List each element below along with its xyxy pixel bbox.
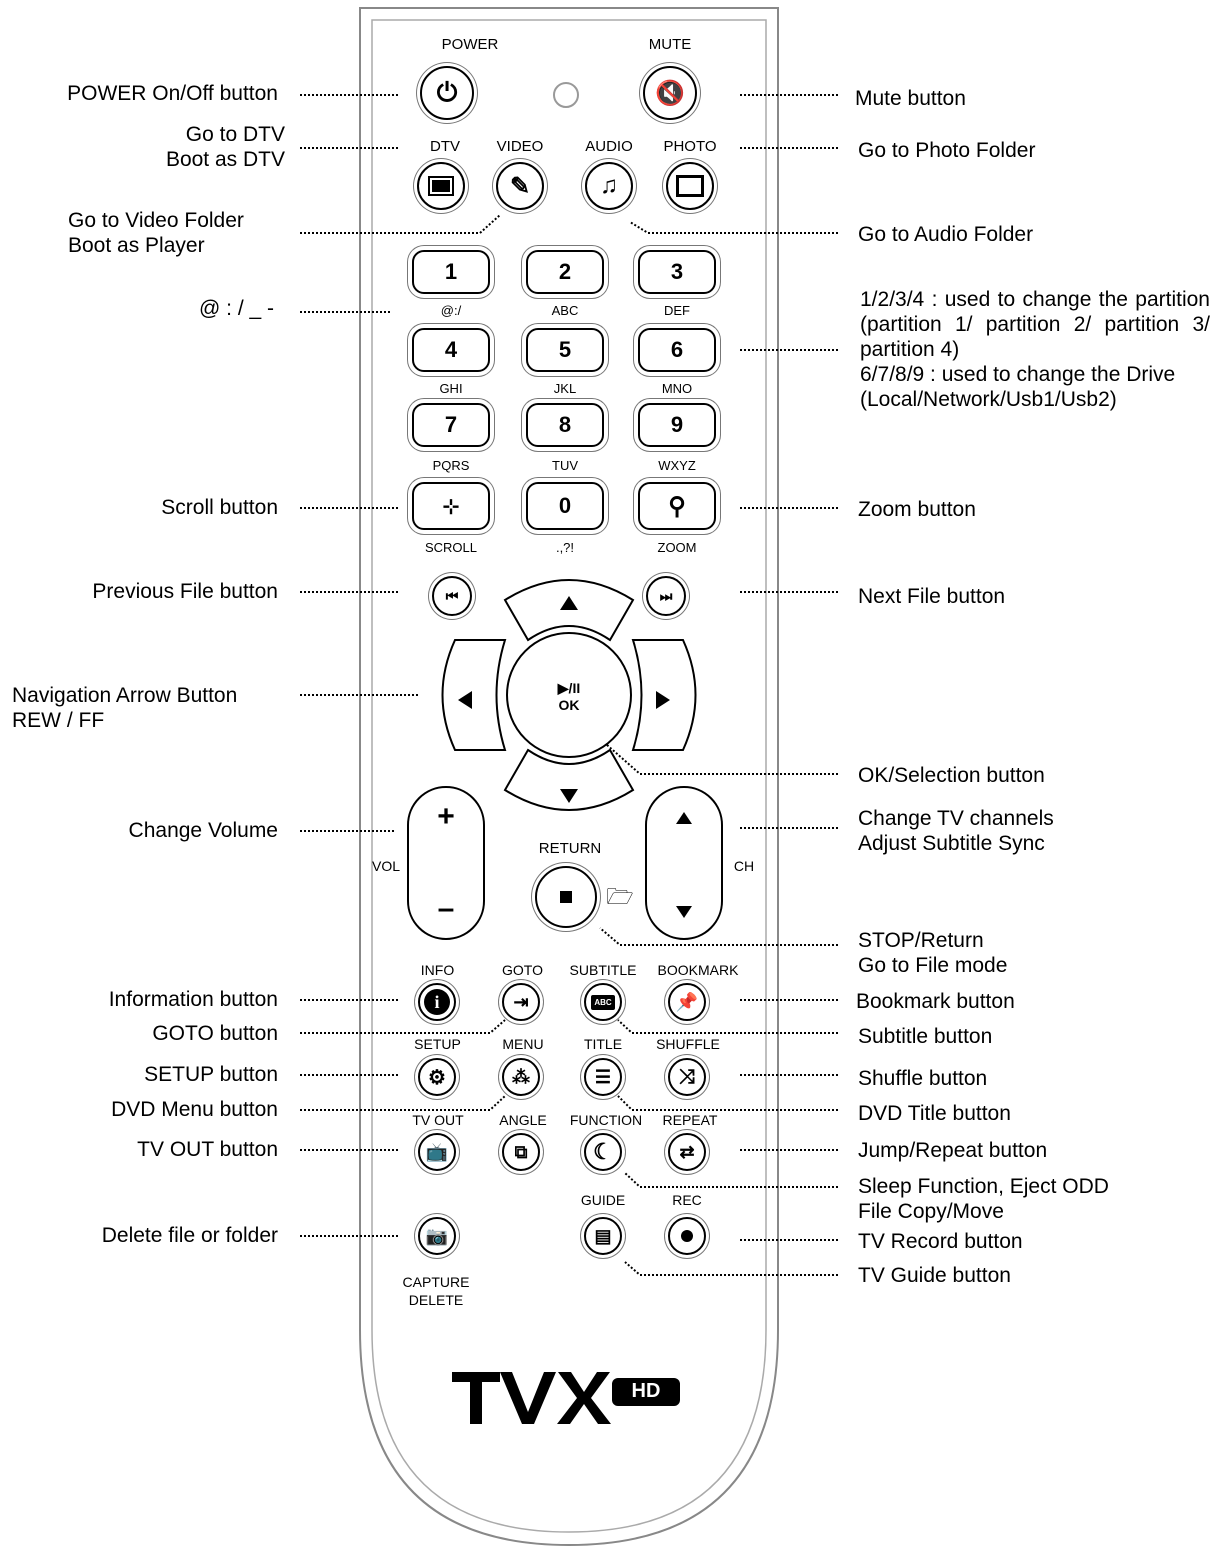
key-6-sub: MNO: [661, 381, 693, 396]
annot-dvdtitle: DVD Title button: [858, 1102, 1011, 1125]
stop-return-button[interactable]: [535, 866, 597, 928]
bookmark-button[interactable]: [668, 983, 706, 1021]
power-button[interactable]: ⏻: [420, 66, 474, 120]
key-6-label: 6: [670, 337, 684, 362]
annot-delete: Delete file or folder: [101, 1224, 278, 1247]
key-2-label: 2: [558, 259, 572, 284]
info-icon: i: [424, 989, 450, 1015]
indicator-led: [554, 83, 578, 107]
annot-nav-line2: REW / FF: [12, 709, 105, 732]
info-button[interactable]: [418, 983, 456, 1021]
annot-sleep: [858, 1174, 1109, 1224]
next-file-button[interactable]: [646, 576, 686, 616]
repeat-icon: ⇄: [679, 1141, 695, 1162]
delete-label: DELETE: [408, 1292, 464, 1308]
audio-label: AUDIO: [585, 138, 633, 155]
dtv-button[interactable]: [417, 162, 465, 210]
zoom-button[interactable]: [638, 482, 716, 530]
annot-zoom: Zoom button: [858, 498, 976, 521]
magic-wand-icon: ⁂: [512, 1066, 530, 1087]
skip-back-icon: ⏮: [445, 587, 459, 604]
skip-forward-icon: ⏭: [659, 587, 673, 604]
brand-badge: HD: [631, 1380, 661, 1402]
subtitle-button[interactable]: [584, 983, 622, 1021]
annot-shuffle: Shuffle button: [858, 1067, 988, 1090]
key-0-sub: .,?!: [555, 540, 575, 555]
annot-drive-list: (Local/Network/Usb1/Usb2): [860, 388, 1117, 411]
function-button[interactable]: [584, 1133, 622, 1171]
key-3[interactable]: [638, 250, 716, 294]
gear-icon: ⚙: [428, 1066, 446, 1089]
annot-nav: [12, 683, 237, 733]
annot-stop-line2: Go to File mode: [858, 954, 1008, 977]
ok-label: OK: [558, 696, 580, 713]
vol-minus[interactable]: –: [437, 892, 455, 925]
key-7[interactable]: [412, 403, 490, 447]
annot-ch-line1: Change TV channels: [858, 807, 1054, 830]
camera-icon: 📷: [425, 1225, 449, 1246]
guide-icon: ▤: [594, 1225, 612, 1246]
mute-button[interactable]: 🔇: [643, 66, 697, 120]
annot-prev: Previous File button: [92, 580, 278, 603]
video-button[interactable]: [496, 162, 544, 210]
annot-mute: Mute button: [855, 87, 966, 110]
annot-partition: [860, 287, 1210, 412]
key-8-label: 8: [558, 412, 572, 437]
subtitle-icon: ABC: [591, 995, 614, 1010]
annot-nav-line1: Navigation Arrow Button: [12, 684, 238, 707]
bookmark-label: BOOKMARK: [657, 962, 739, 978]
guide-button[interactable]: [584, 1217, 622, 1255]
power-label: POWER: [441, 36, 499, 53]
guide-label: GUIDE: [580, 1192, 626, 1208]
annot-scroll: Scroll button: [161, 496, 278, 519]
dtv-label: DTV: [430, 138, 460, 155]
key-5[interactable]: [526, 328, 604, 372]
prev-file-button[interactable]: [432, 576, 472, 616]
annot-video-line2: Boot as Player: [68, 234, 205, 257]
photo-label: PHOTO: [663, 138, 717, 155]
annot-video: [68, 208, 244, 258]
annot-goto: GOTO button: [152, 1022, 278, 1045]
key-0[interactable]: [526, 482, 604, 530]
repeat-label: REPEAT: [662, 1112, 718, 1128]
vol-label: VOL: [371, 858, 400, 874]
annot-rec: TV Record button: [858, 1230, 1023, 1253]
key-1[interactable]: [412, 250, 490, 294]
annot-bookmark: Bookmark button: [856, 990, 1015, 1013]
annot-photo: Go to Photo Folder: [858, 139, 1036, 162]
ch-label: CH: [733, 858, 755, 874]
angle-button[interactable]: [502, 1133, 540, 1171]
shuffle-button[interactable]: [668, 1058, 706, 1096]
audio-button[interactable]: [585, 162, 633, 210]
annot-power: POWER On/Off button: [67, 82, 278, 105]
annot-ch-line2: Adjust Subtitle Sync: [858, 832, 1045, 855]
key-0-label: 0: [558, 493, 572, 518]
goto-icon: ⇥: [513, 991, 529, 1012]
key-5-label: 5: [558, 337, 572, 362]
rec-label: REC: [672, 1192, 702, 1208]
list-icon: ☰: [594, 1066, 612, 1087]
folder-icon: 🗁: [606, 884, 634, 909]
angle-icon: ⧉: [514, 1141, 528, 1162]
annot-guide: TV Guide button: [858, 1264, 1011, 1287]
annot-at: @ : / _ -: [199, 297, 274, 320]
key-9-sub: WXYZ: [658, 458, 696, 473]
capture-label: CAPTURE: [402, 1274, 470, 1290]
annot-info: Information button: [108, 988, 278, 1011]
annot-setup: SETUP button: [144, 1063, 278, 1086]
scroll-icon: ⊹: [442, 495, 460, 518]
annot-tvout: TV OUT button: [137, 1138, 278, 1161]
key-6[interactable]: [638, 328, 716, 372]
rec-button[interactable]: [668, 1217, 706, 1255]
key-2-sub: ABC: [551, 303, 579, 318]
annot-dvdmenu: DVD Menu button: [111, 1098, 278, 1121]
tv-out-icon: 📺: [425, 1141, 449, 1162]
scroll-label: SCROLL: [424, 540, 478, 555]
key-2[interactable]: [526, 250, 604, 294]
annot-volume: Change Volume: [128, 819, 278, 842]
annot-dtv-line2: Boot as DTV: [165, 148, 285, 171]
key-8[interactable]: [526, 403, 604, 447]
title-label: TITLE: [583, 1036, 623, 1052]
photo-button[interactable]: [666, 162, 714, 210]
setup-label: SETUP: [414, 1036, 461, 1052]
annot-sleep-line2: File Copy/Move: [858, 1200, 1004, 1223]
photo-icon: [676, 175, 704, 197]
info-label: INFO: [420, 962, 455, 978]
annot-ok: OK/Selection button: [858, 764, 1045, 787]
mute-label: MUTE: [648, 36, 692, 53]
key-4[interactable]: [412, 328, 490, 372]
annot-sleep-line1: Sleep Function, Eject ODD: [858, 1175, 1109, 1198]
record-icon: [681, 1230, 693, 1242]
zoom-label: ZOOM: [657, 540, 697, 555]
key-1-label: 1: [444, 259, 458, 284]
key-8-sub: TUV: [552, 458, 578, 473]
key-7-label: 7: [444, 412, 458, 437]
annot-dtv: [166, 122, 285, 172]
ok-button[interactable]: [527, 654, 611, 738]
annot-ch: [858, 806, 1054, 856]
repeat-button[interactable]: [668, 1133, 706, 1171]
vol-plus[interactable]: +: [437, 800, 455, 833]
moon-icon: ☾: [593, 1139, 613, 1164]
tvout-label: TV OUT: [412, 1112, 464, 1128]
annot-repeat: Jump/Repeat button: [858, 1139, 1048, 1162]
scroll-button[interactable]: [412, 482, 490, 530]
stop-icon: [560, 891, 572, 903]
annot-drive-text: 6/7/8/9 : used to change the Drive: [860, 363, 1176, 386]
bookmark-icon: 📌: [675, 991, 699, 1012]
annot-dtv-line1: Go to DTV: [185, 123, 285, 146]
function-label: FUNCTION: [569, 1112, 643, 1128]
goto-button[interactable]: [502, 983, 540, 1021]
angle-label: ANGLE: [499, 1112, 547, 1128]
play-pause-icon: ▶/II: [557, 679, 581, 696]
zoom-icon: ⚲: [668, 492, 686, 520]
annot-stop-line1: STOP/Return: [858, 929, 984, 952]
menu-label: MENU: [502, 1036, 544, 1052]
annot-audio: Go to Audio Folder: [858, 223, 1034, 246]
goto-label: GOTO: [502, 962, 543, 978]
key-9[interactable]: [638, 403, 716, 447]
key-3-label: 3: [670, 259, 684, 284]
tv-icon: [428, 176, 454, 196]
key-5-sub: JKL: [553, 381, 577, 396]
annot-next: Next File button: [858, 585, 1006, 608]
music-note-icon: ♫: [600, 172, 618, 199]
tvout-button[interactable]: [418, 1133, 456, 1171]
subtitle-label: SUBTITLE: [569, 962, 637, 978]
shuffle-label: SHUFFLE: [656, 1036, 720, 1052]
annot-stop: [858, 928, 1007, 978]
setup-button[interactable]: [418, 1058, 456, 1096]
dvd-menu-button[interactable]: [502, 1058, 540, 1096]
capture-delete-button[interactable]: [418, 1217, 456, 1255]
key-3-sub: DEF: [664, 303, 690, 318]
annot-partition-text: 1/2/3/4 : used to change the partition (partition 1/ partition 2/ partition 3/ partition 4): [860, 288, 1210, 361]
key-7-sub: PQRS: [432, 458, 470, 473]
return-label: RETURN: [538, 840, 602, 857]
key-1-sub: @:/: [440, 303, 462, 318]
shuffle-icon: ⤨: [679, 1065, 695, 1088]
annot-subtitle: Subtitle button: [858, 1025, 993, 1048]
nav-right-segment: [633, 640, 696, 750]
key-4-label: 4: [444, 337, 458, 362]
key-4-sub: GHI: [439, 381, 463, 396]
video-icon: ✎: [509, 172, 531, 200]
nav-up-button[interactable]: [529, 588, 609, 628]
dvd-title-button[interactable]: [584, 1058, 622, 1096]
key-9-label: 9: [670, 412, 684, 437]
annot-video-line1: Go to Video Folder: [68, 209, 244, 232]
nav-left-segment: [443, 640, 506, 750]
video-label: VIDEO: [496, 138, 544, 155]
